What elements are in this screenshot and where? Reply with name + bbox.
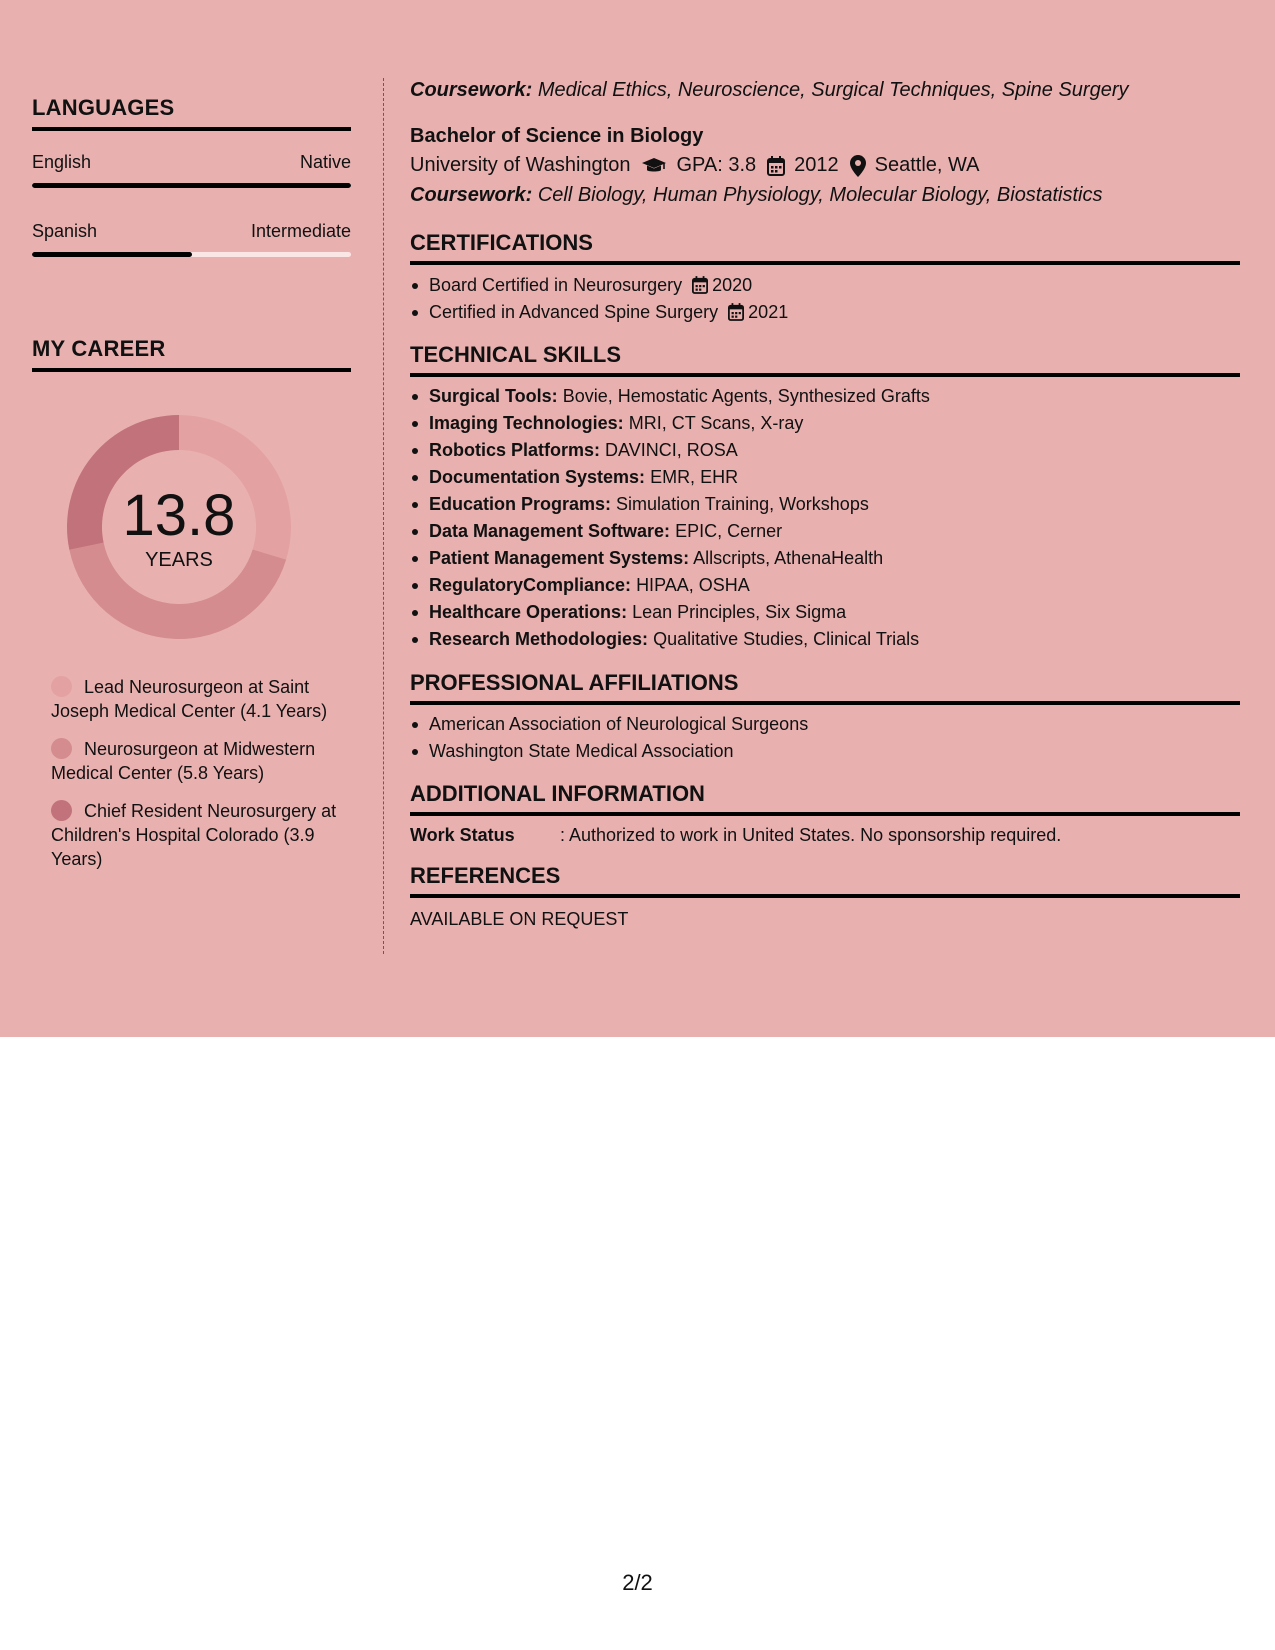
certification-name: Board Certified in Neurosurgery <box>429 275 683 295</box>
skill-item <box>410 383 1240 410</box>
skill-value: HIPAA, OSHA <box>636 575 750 595</box>
affiliation-item: Washington State Medical Association <box>410 738 1240 765</box>
skill-item <box>410 545 1240 572</box>
school-name: University of Washington <box>410 154 631 176</box>
degree-title: Bachelor of Science in Biology <box>410 125 704 147</box>
certifications-heading: CERTIFICATIONS <box>410 230 1240 265</box>
references-text: AVAILABLE ON REQUEST <box>410 909 629 929</box>
language-level: Native <box>299 152 351 172</box>
language-proficiency-bar <box>32 252 351 257</box>
language-proficiency-fill <box>32 252 192 257</box>
page-number: 2/2 <box>622 1570 653 1595</box>
skill-value: Qualitative Studies, Clinical Trials <box>653 629 920 649</box>
skill-value: Allscripts, AthenaHealth <box>693 548 884 568</box>
skill-value: MRI, CT Scans, X-ray <box>628 413 804 433</box>
career-legend <box>51 675 341 885</box>
career-legend-item <box>51 737 341 785</box>
language-proficiency-bar <box>32 183 351 188</box>
skill-value: EMR, EHR <box>650 467 739 487</box>
calendar-icon <box>692 276 708 294</box>
additional-info-heading: ADDITIONAL INFORMATION <box>410 781 1240 816</box>
languages-heading: LANGUAGES <box>32 95 351 131</box>
skill-item <box>410 626 1240 653</box>
career-donut-chart <box>66 414 292 640</box>
career-entry-label: Neurosurgeon at Midwestern Medical Center (5.8 Years) <box>51 739 316 783</box>
skill-item <box>410 464 1240 491</box>
skill-value: DAVINCI, ROSA <box>605 440 738 460</box>
skill-label: Research Methodologies: <box>429 629 649 649</box>
skill-item <box>410 572 1240 599</box>
career-legend-item <box>51 675 341 723</box>
skill-item <box>410 410 1240 437</box>
language-row-english <box>32 152 351 173</box>
career-total-value: 13.8 <box>122 482 236 548</box>
skill-label: Documentation Systems: <box>429 467 646 487</box>
coursework <box>410 184 1240 207</box>
skill-label: Healthcare Operations: <box>429 602 628 622</box>
career-heading: MY CAREER <box>32 336 351 372</box>
coursework-label: Coursework: <box>410 79 533 101</box>
affiliations-heading: PROFESSIONAL AFFILIATIONS <box>410 670 1240 705</box>
skill-label: Data Management Software: <box>429 521 671 541</box>
skill-label: RegulatoryCompliance: <box>429 575 632 595</box>
skill-item <box>410 437 1240 464</box>
skill-value: Lean Principles, Six Sigma <box>632 602 847 622</box>
affiliations-list <box>410 711 1240 765</box>
column-divider <box>383 78 384 954</box>
certification-item <box>410 299 1240 326</box>
skill-label: Imaging Technologies: <box>429 413 624 433</box>
education-meta-line <box>410 154 1240 177</box>
affiliation-item: American Association of Neurological Surgeons <box>410 711 1240 738</box>
certification-item <box>410 272 1240 299</box>
career-total-unit: YEARS <box>145 548 213 571</box>
work-status-label: Work Status <box>410 825 515 845</box>
coursework-label: Coursework: <box>410 184 533 206</box>
work-status-row <box>410 825 1240 846</box>
language-proficiency-fill <box>32 183 351 188</box>
language-row-spanish <box>32 221 351 242</box>
gpa-text: GPA: 3.8 <box>676 154 757 176</box>
skill-label: Patient Management Systems: <box>429 548 690 568</box>
calendar-icon <box>767 156 785 176</box>
skill-label: Robotics Platforms: <box>429 440 601 460</box>
legend-dot <box>51 800 72 821</box>
references-heading: REFERENCES <box>410 863 1240 898</box>
work-status-value: : Authorized to work in United States. No sponsorship required. <box>560 825 1062 845</box>
language-level: Intermediate <box>250 221 351 241</box>
legend-dot <box>51 676 72 697</box>
certification-year: 2020 <box>712 275 753 295</box>
skill-label: Surgical Tools: <box>429 386 558 406</box>
language-name: Spanish <box>32 221 98 241</box>
skill-value: Bovie, Hemostatic Agents, Synthesized Grafts <box>562 386 930 406</box>
graduation-cap-icon <box>641 157 667 175</box>
technical-skills-list <box>410 383 1240 653</box>
donut-center-label <box>66 414 292 640</box>
coursework-text: Medical Ethics, Neuroscience, Surgical Techniques, Spine Surgery <box>537 79 1129 101</box>
technical-skills-heading: TECHNICAL SKILLS <box>410 342 1240 377</box>
skill-value: Simulation Training, Workshops <box>616 494 869 514</box>
certification-name: Certified in Advanced Spine Surgery <box>429 302 719 322</box>
certifications-list <box>410 272 1240 326</box>
career-entry-label: Lead Neurosurgeon at Saint Joseph Medical Center (4.1 Years) <box>51 677 328 721</box>
career-entry-label: Chief Resident Neurosurgery at Children's Hospital Colorado (3.9 Years) <box>51 801 337 869</box>
skill-item <box>410 491 1240 518</box>
legend-dot <box>51 738 72 759</box>
certification-year: 2021 <box>748 302 789 322</box>
location-pin-icon <box>850 155 866 177</box>
calendar-icon <box>728 303 744 321</box>
career-legend-item <box>51 799 341 871</box>
coursework-text: Cell Biology, Human Physiology, Molecular Biology, Biostatistics <box>537 184 1103 206</box>
language-name: English <box>32 152 92 172</box>
skill-label: Education Programs: <box>429 494 612 514</box>
previous-coursework <box>410 79 1240 102</box>
skill-value: EPIC, Cerner <box>675 521 783 541</box>
graduation-year: 2012 <box>794 154 839 176</box>
skill-item <box>410 599 1240 626</box>
skill-item <box>410 518 1240 545</box>
education-location: Seattle, WA <box>874 154 980 176</box>
